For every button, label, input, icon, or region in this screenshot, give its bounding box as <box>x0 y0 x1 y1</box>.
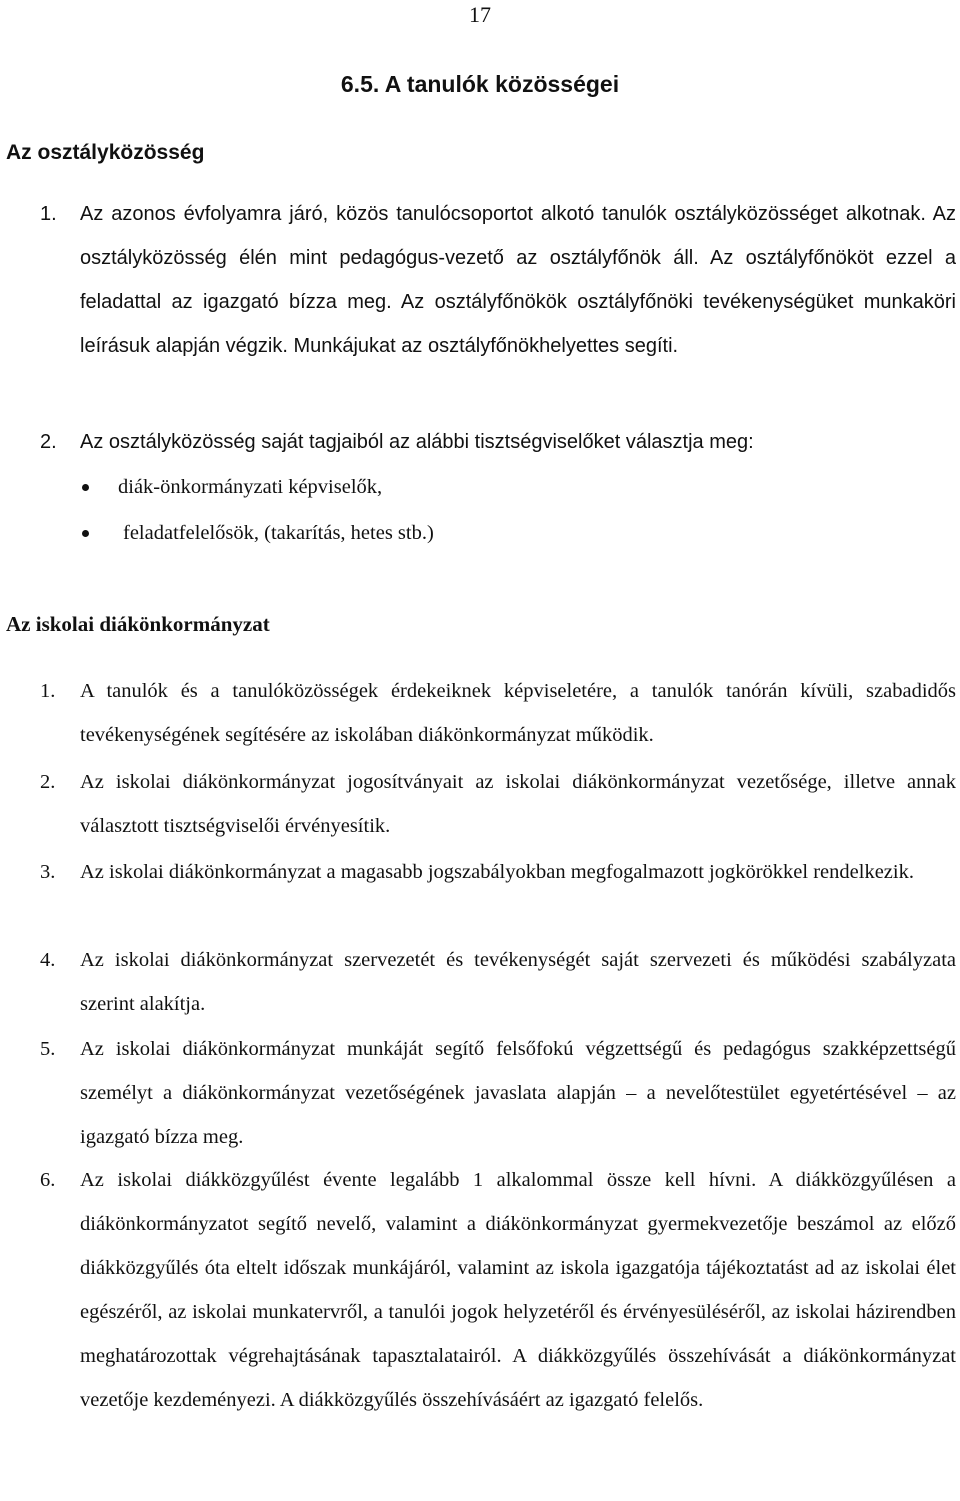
list-item <box>40 420 956 464</box>
item-number: 1. <box>40 203 57 225</box>
item-text: Az azonos évfolyamra járó, közös tanulócsoportot alkotó tanulók osztályközösséget alkotnak. Az osztályközösség élén mint pedagógus-vezető az osztályfőnök áll. Az osztályfőnököt ezzel a feladattal az igazgató bízza meg. Az osztályfőnökök osztályfőnöki tevékenységüket munkaköri leírásuk alapján végzik. Munkájukat az osztályfőnökhelyettes segíti. <box>80 203 956 357</box>
item-text: Az iskolai diákönkormányzat jogosítványait az iskolai diákönkormányzat vezetősége, illetve annak választott tisztségviselői érvényesítik. <box>80 771 956 837</box>
item-number: 1. <box>40 680 56 702</box>
list-item <box>40 1158 956 1422</box>
item-number: 2. <box>40 771 56 793</box>
item-text: Az iskolai diákközgyűlést évente legalább 1 alkalommal össze kell hívni. A diákközgyűlésen a diákönkormányzatot segítő nevelő, valamint a diákönkormányzat gyermekvezetője beszámol az előző diákközgyűlés óta eltelt időszak munkájáról, valamint az iskola igazgatója tájékoztatást ad az iskolai élet egészéről, az iskolai munkatervről, a tanulói jogok helyzetéről és érvényesüléséről, az iskolai házirendben meghatározottak végrehajtásának tapasztalatairól. A diákközgyűlés összehívását a diákönkormányzat vezetője kezdeményezi. A diákközgyűlés összehívásáért az igazgató felelős. <box>80 1169 956 1411</box>
bullet-list <box>70 465 950 557</box>
item-number: 2. <box>40 431 57 453</box>
item-text: Az iskolai diákönkormányzat munkáját segítő felsőfokú végzettségű és pedagógus szakképzettségű személyt a diákönkormányzat vezetőségének javaslata alapján – a nevelőtestület egyetértésével – az igazgató bízza meg. <box>80 1038 956 1148</box>
section-heading-osztalykozosseg: Az osztályközösség <box>6 141 205 164</box>
bullet-item <box>70 465 950 511</box>
page-number: 17 <box>469 2 491 27</box>
list-item <box>40 1027 956 1159</box>
item-text: Az iskolai diákönkormányzat szervezetét és tevékenységét saját szervezeti és működési szabályzata szerint alakítja. <box>80 949 956 1015</box>
bullet-dot-icon <box>82 530 89 537</box>
item-number: 3. <box>40 861 56 883</box>
item-number: 4. <box>40 949 56 971</box>
item-text: Az iskolai diákönkormányzat a magasabb jogszabályokban megfogalmazott jogkörökkel rendelkezik. <box>80 861 914 883</box>
list-item <box>40 938 956 1026</box>
list-item <box>40 669 956 757</box>
item-number: 6. <box>40 1169 56 1191</box>
item-text: Az osztályközösség saját tagjaiból az alábbi tisztségviselőket választja meg: <box>80 431 754 453</box>
item-text: A tanulók és a tanulóközösségek érdekeiknek képviseletére, a tanulók tanórán kívüli, szabadidős tevékenységének segítésére az iskolában diákönkormányzat működik. <box>80 680 956 746</box>
bullet-text: feladatfelelősök, (takarítás, hetes stb.) <box>123 522 434 544</box>
item-number: 5. <box>40 1038 56 1060</box>
list-item <box>40 192 956 368</box>
section-heading-diakonkormanyzat: Az iskolai diákönkormányzat <box>6 612 270 636</box>
bullet-dot-icon <box>82 484 89 491</box>
bullet-text: diák-önkormányzati képviselők, <box>118 476 383 498</box>
list-item <box>40 850 956 894</box>
list-item <box>40 760 956 848</box>
bullet-item <box>70 511 950 557</box>
chapter-title: 6.5. A tanulók közösségei <box>340 71 620 97</box>
